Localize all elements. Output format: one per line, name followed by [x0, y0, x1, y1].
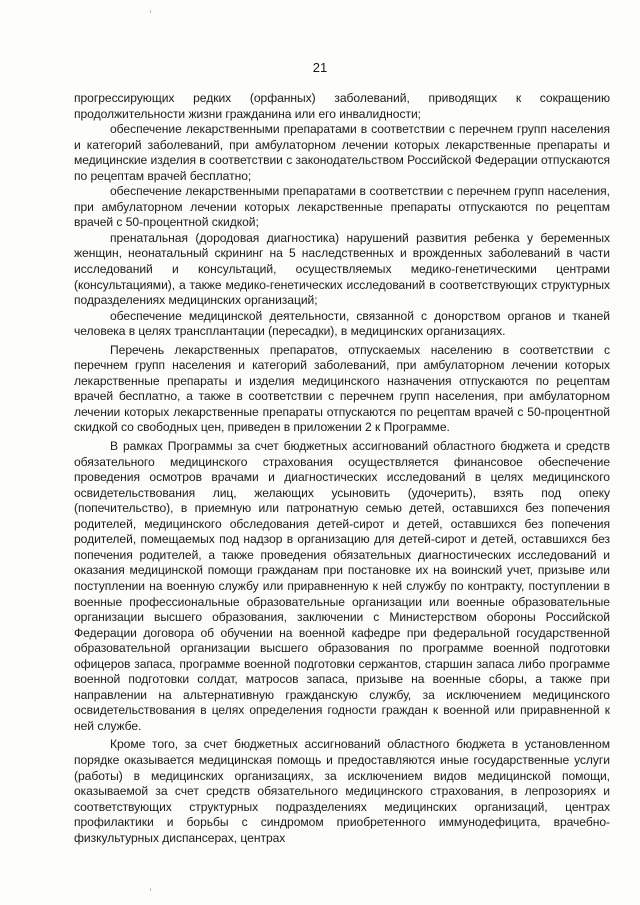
paragraph-5: обеспечение медицинской деятельности, связанной с донорством органов и тканей человека в целях трансплантации (пересадки), в медицинских организациях. — [74, 308, 610, 339]
scan-speck — [150, 10, 151, 13]
paragraph-8: Кроме того, за счет бюджетных ассигнований областного бюджета в установленном порядке оказывается медицинская помощь и предоставляются иные государственные услуги (работы) в медицинских организациях, за исключением видов медицинской помощи, оказываемой за счет средств обязательного медицинского страхования, в лепрозориях и соответствующих структурных подразделениях медицинских организаций, центрах профилактики и борьбы с синдромом приобретенного иммунодефицита, врачебно-физкультурных диспансерах, центрах — [74, 737, 610, 845]
paragraph-2: обеспечение лекарственными препаратами в соответствии с перечнем групп населения и категорий заболеваний, при амбулаторном лечении которых лекарственные препараты и медицинские изделия в соответствии с законодательством Российской Федерации отпускаются по рецептам врачей бесплатно; — [74, 122, 610, 183]
paragraph-7: В рамках Программы за счет бюджетных ассигнований областного бюджета и средств обязательного медицинского страхования осуществляется финансовое обеспечение проведения осмотров врачами и диагностических исследований в целях медицинского освидетельствования лиц, желающих усыновить (удочерить), взять под опеку (попечительство), в приемную или патронатную семью детей, оставшихся без попечения родителей, медицинского обследования детей-сирот и детей, оставшихся без попечения родителей, помещаемых под надзор в организацию для детей-сирот и детей, оставшихся без попечения родителей, а также проведения обязательных диагностических исследований и оказания медицинской помощи гражданам при постановке их на воинский учет, призыве или поступлении на военную службу или приравненную к ней службу по контракту, поступлении в военные профессиональные образовательные организации или военные образовательные организации высшего образования, заключении с Министерством обороны Российской Федерации договора об обучении на военной кафедре при федеральной государственной образовательной организации высшего образования по программе военной подготовки офицеров запаса, программе военной подготовки сержантов, старшин запаса либо программе военной подготовки солдат, матросов запаса, призыве на военные сборы, а также при направлении на альтернативную гражданскую службу, за исключением медицинского освидетельствования в целях определения годности граждан к военной или приравненной к ней службе. — [74, 439, 610, 733]
paragraph-4: пренатальная (дородовая диагностика) нарушений развития ребенка у беременных женщин, неонатальный скрининг на 5 наследственных и врожденных заболеваний в части исследований и консультаций, осуществляемых медико-генетическими центрами (консультациями), а также медико-генетических исследований в соответствующих структурных подразделениях медицинских организаций; — [74, 230, 610, 308]
document-body — [74, 91, 610, 846]
paragraph-6: Перечень лекарственных препаратов, отпускаемых населению в соответствии с перечнем групп населения и категорий заболеваний, при амбулаторном лечении которых лекарственные препараты и изделия медицинского назначения отпускаются по рецептам врачей бесплатно, а также в соответствии с перечнем групп населения, при амбулаторном лечении которых лекарственные препараты отпускаются по рецептам врачей с 50-процентной скидкой со свободных цен, приведен в приложении 2 к Программе. — [74, 342, 610, 435]
page-number: 21 — [312, 60, 328, 75]
paragraph-1: прогрессирующих редких (орфанных) заболеваний, приводящих к сокращению продолжительности жизни гражданина или его инвалидности; — [74, 91, 610, 121]
paragraph-3: обеспечение лекарственными препаратами в соответствии с перечнем групп населения, при амбулаторном лечении которых лекарственные препараты отпускаются по рецептам врачей с 50-процентной скидкой; — [74, 184, 610, 230]
scan-speck — [150, 888, 151, 891]
